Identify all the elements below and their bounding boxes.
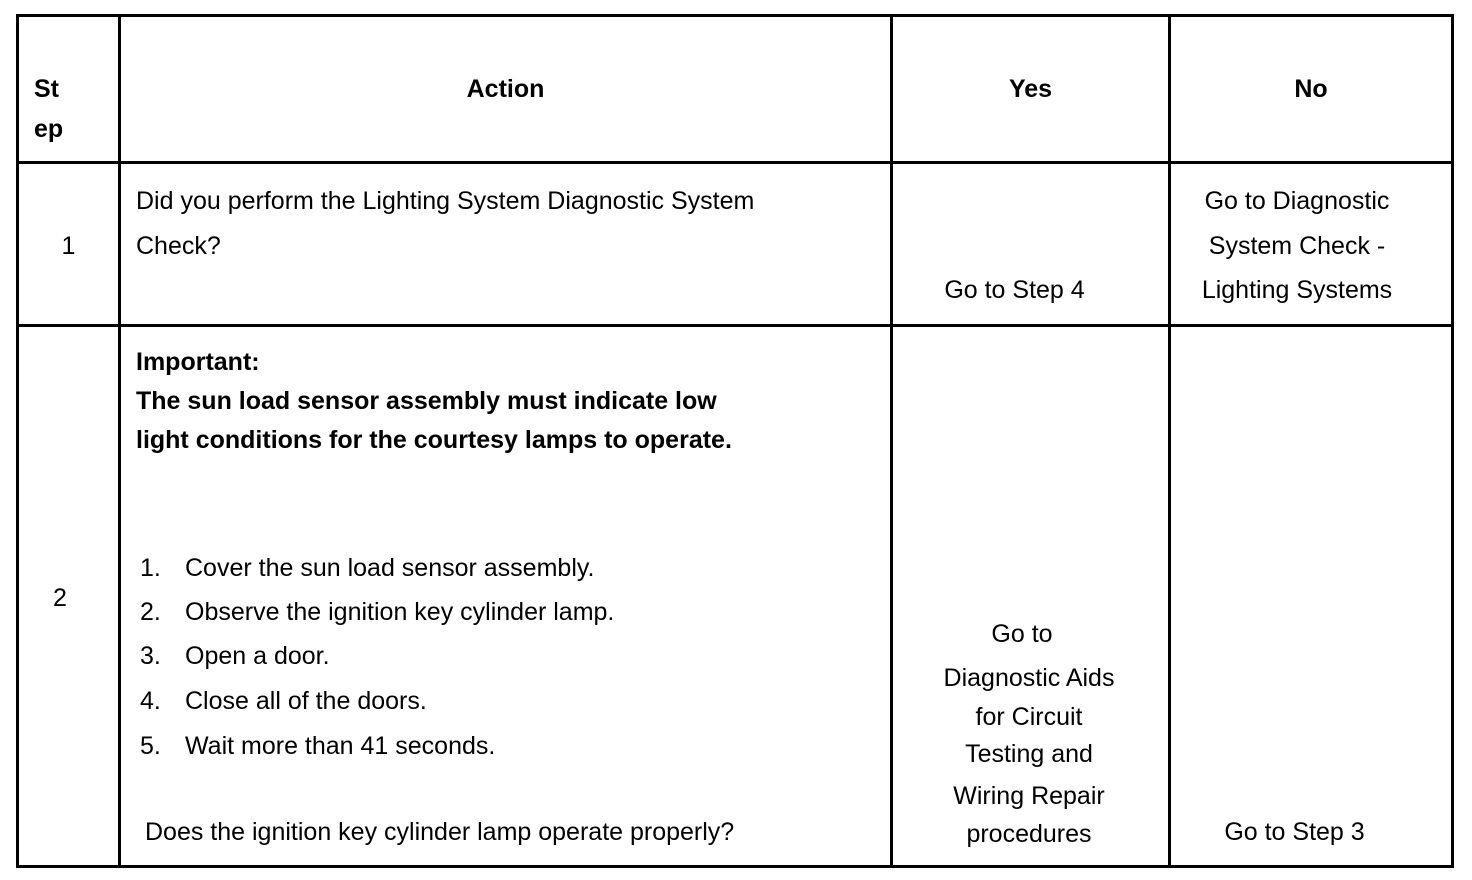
table-border-left [16, 14, 19, 868]
row-1-no-line1: Go to Diagnostic [1204, 187, 1390, 215]
row-2-step-number: 2 [53, 584, 67, 612]
header-step-line1: St [34, 75, 59, 103]
step-column-divider [118, 14, 121, 868]
row-2-important-line2: light conditions for the courtesy lamps to operate. [136, 426, 732, 454]
row-1-yes: Go to Step 4 [944, 276, 1085, 304]
table-border-bottom [16, 865, 1454, 868]
row-2-yes-line1: Go to [991, 620, 1053, 648]
header-no: No [1294, 75, 1328, 103]
procedure-step-1-text: Cover the sun load sensor assembly. [185, 554, 595, 582]
yes-column-divider [1168, 14, 1171, 868]
procedure-step-4-text: Close all of the doors. [185, 687, 427, 715]
header-step-line2: ep [34, 115, 64, 143]
row-2-yes-line5: Wiring Repair [953, 782, 1105, 810]
procedure-step-4-number: 4. [140, 687, 161, 715]
row-1-no-line2: System Check - [1208, 232, 1386, 260]
header-yes: Yes [1008, 75, 1053, 103]
diagnostic-table [16, 14, 1454, 868]
row-2-yes-line6: procedures [966, 820, 1092, 848]
header-row-divider [16, 161, 1454, 164]
table-border-top [16, 14, 1454, 17]
row-1-action-line2: Check? [136, 232, 221, 260]
row-1-divider [16, 324, 1454, 327]
procedure-step-1-number: 1. [140, 554, 161, 582]
procedure-step-3-number: 3. [140, 642, 161, 670]
row-2-yes-line2: Diagnostic Aids [943, 664, 1115, 692]
procedure-step-3-text: Open a door. [185, 642, 330, 670]
procedure-step-2-number: 2. [140, 598, 161, 626]
procedure-step-5-number: 5. [140, 732, 161, 760]
procedure-step-5-text: Wait more than 41 seconds. [185, 732, 496, 760]
row-2-yes-line3: for Circuit [975, 703, 1083, 731]
table-border-right [1451, 14, 1454, 868]
row-2-no: Go to Step 3 [1224, 818, 1365, 846]
row-2-important-line1: The sun load sensor assembly must indicate low [136, 387, 717, 415]
row-2-important-label: Important: [136, 348, 260, 376]
row-1-step-number: 1 [61, 232, 76, 260]
action-column-divider [890, 14, 893, 868]
row-1-no-line3: Lighting Systems [1201, 276, 1393, 304]
row-1-action-line1: Did you perform the Lighting System Diagnostic System [136, 187, 755, 215]
header-action: Action [466, 75, 545, 103]
procedure-step-2-text: Observe the ignition key cylinder lamp. [185, 598, 615, 626]
row-2-yes-line4: Testing and [965, 740, 1093, 768]
row-2-question: Does the ignition key cylinder lamp operate properly? [145, 818, 735, 846]
